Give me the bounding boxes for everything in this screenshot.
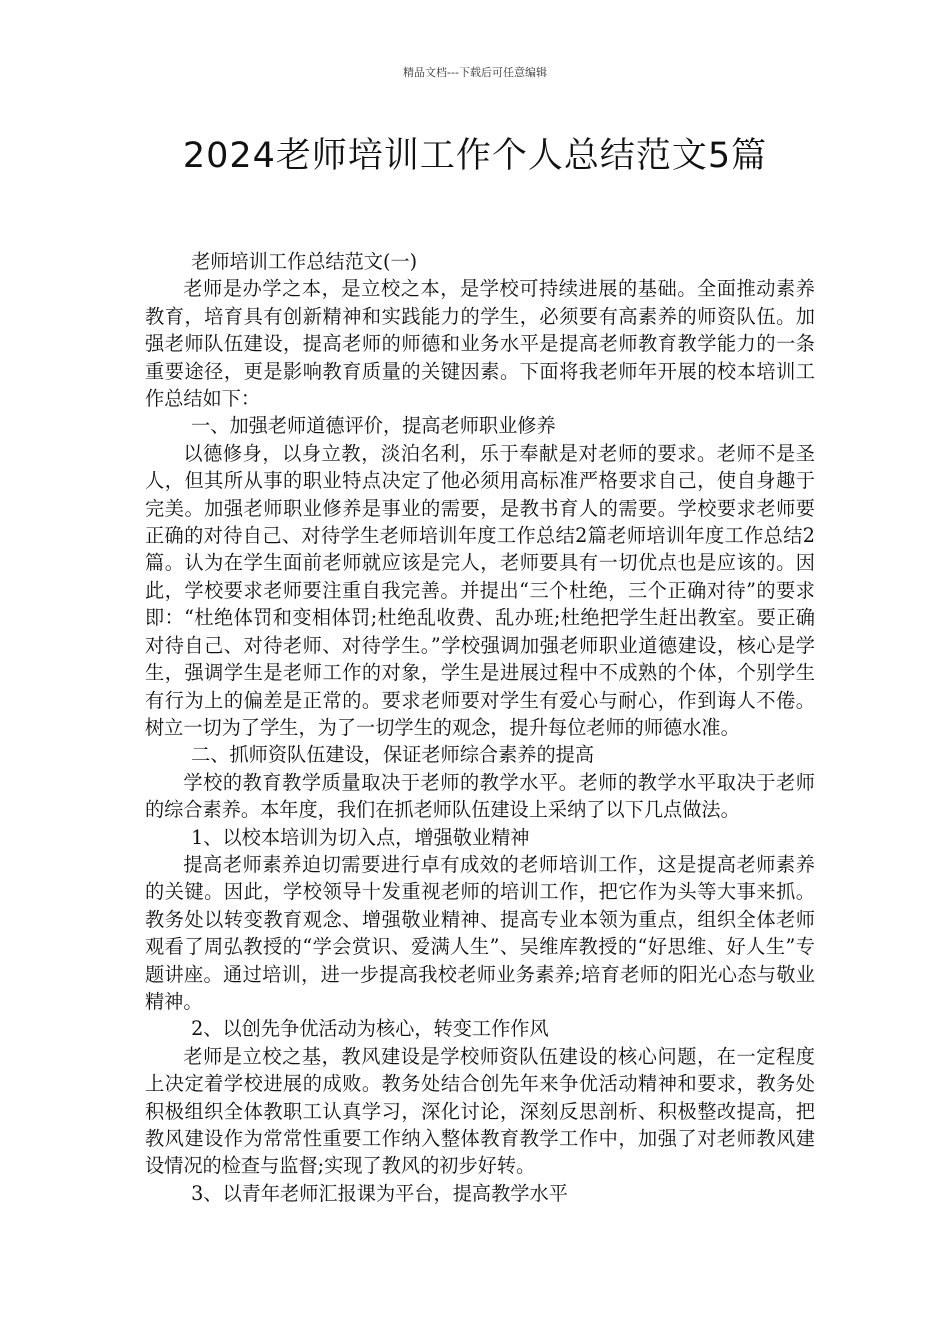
paragraph: 学校的教育教学质量取决于老师的教学水平。老师的教学水平取决于老师的综合素养。本年度，我们在抓老师队伍建设上采纳了以下几点做法。	[145, 770, 815, 822]
section-heading: 二、抓师资队伍建设，保证老师综合素养的提高	[191, 743, 595, 767]
paragraph: 老师是立校之基，教风建设是学校师资队伍建设的核心问题，在一定程度上决定着学校进展的成败。教务处结合创先年来争优活动精神和要求，教务处积极组织全体教职工认真学习，深化讨论，深刻反思剖析、积极整改提高，把教风建设作为常常性重要工作纳入整体教育教学工作中，加强了对老师教风建设情况的检查与监督;实现了教风的初步好转。	[145, 1044, 815, 1178]
paragraph: 以德修身，以身立教，淡泊名利，乐于奉献是对老师的要求。老师不是圣人，但其所从事的职业特点决定了他必须用高标准严格要求自己，使自身趣于完美。加强老师职业修养是事业的需要，是教书育人的需要。学校要求老师要正确的对待自己、对待学生老师培训年度工作总结2篇老师培训年度工作总结2篇。认为在学生面前老师就应该是完人，老师要具有一切优点也是应该的。因此，学校要求老师要注重自我完善。并提出“三个杜绝，三个正确对待”的要求即：“杜绝体罚和变相体罚;杜绝乱收费、乱办班;杜绝把学生赶出教室。要正确对待自己、对待老师、对待学生。”学校强调加强老师职业道德建设，核心是学生，强调学生是老师工作的对象，学生是进展过程中不成熟的个体，个别学生有行为上的偏差是正常的。要求老师要对学生有爱心与耐心，作到诲人不倦。树立一切为了学生，为了一切学生的观念，提升每位老师的师德水准。	[145, 441, 815, 739]
paragraph: 老师是办学之本，是立校之本，是学校可持续进展的基础。全面推动素养教育，培育具有创新精神和实践能力的学生，必须要有高素养的师资队伍。加强老师队伍建设，提高老师的师德和业务水平是提高老师教育教学能力的一条重要途径，更是影响教育质量的关键因素。下面将我老师年开展的校本培训工作总结如下：	[145, 277, 815, 411]
paragraph: 提高老师素养迫切需要进行卓有成效的老师培训工作，这是提高老师素养的关键。因此，学校领导十发重视老师的培训工作，把它作为头等大事来抓。教务处以转变教育观念、增强敬业精神、提高专业本领为重点，组织全体老师观看了周弘教授的“学会赏识、爱满人生”、吴维库教授的“好思维、好人生”专题讲座。通过培训，进一步提高我校老师业务素养;培育老师的阳光心态与敬业精神。	[145, 852, 815, 1013]
section-heading: 老师培训工作总结范文(一)	[191, 250, 418, 273]
document-title: 2024老师培训工作个人总结范文5篇	[182, 136, 768, 176]
section-heading: 2、以创先争优活动为核心，转变工作作风	[191, 1017, 549, 1041]
section-heading: 1、以校本培训为切入点，增强敬业精神	[191, 825, 530, 849]
section-heading: 3、以青年老师汇报课为平台，提高教学水平	[191, 1181, 568, 1205]
document-body	[145, 248, 815, 1207]
page-header-note: 精品文档---下载后可任意编辑	[403, 66, 547, 79]
section-heading: 一、加强老师道德评价，提高老师职业修养	[191, 414, 556, 438]
